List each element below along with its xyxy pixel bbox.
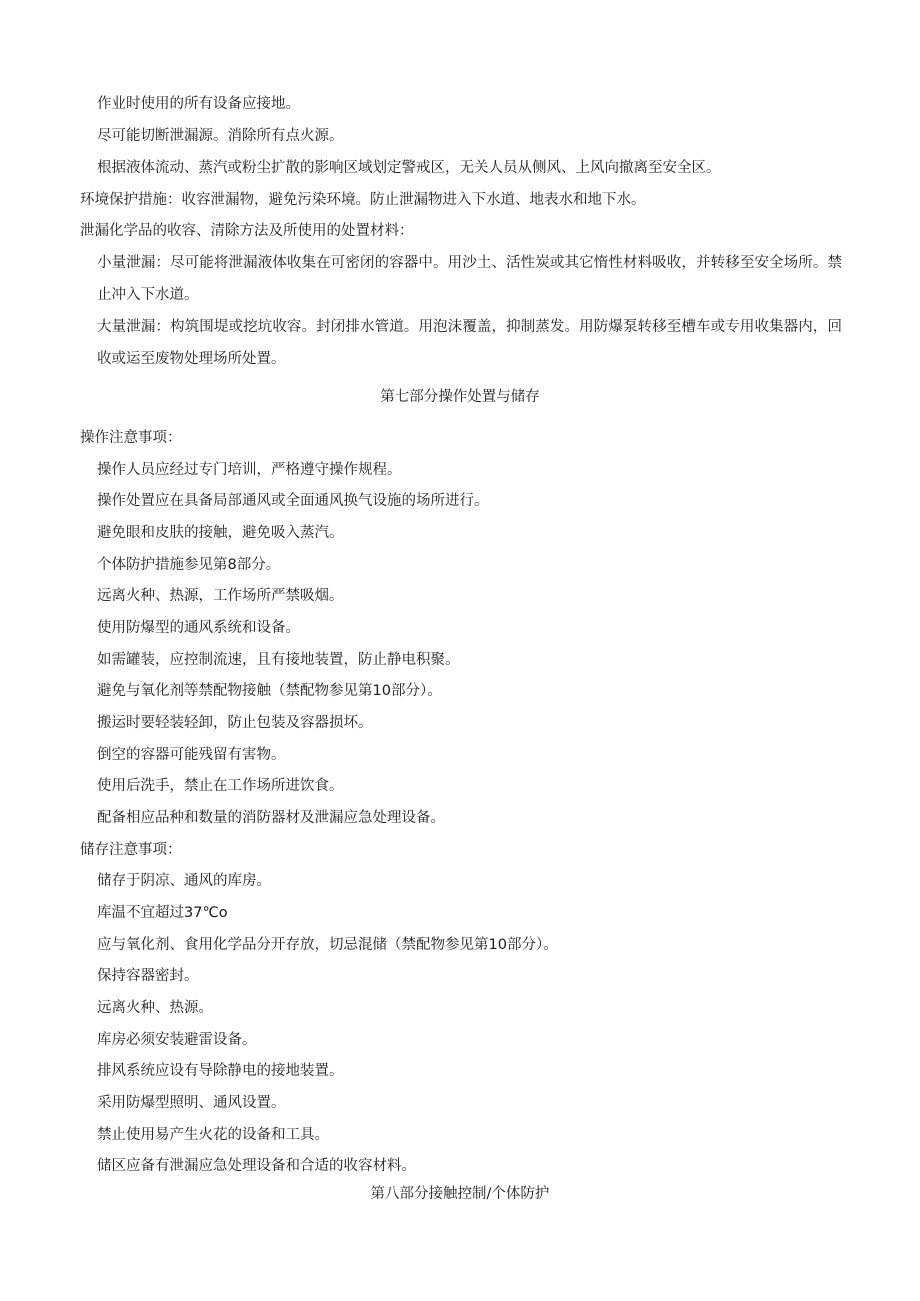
section-7-title: 第七部分操作处置与储存 [380,389,540,405]
operation-item: 使用后洗手，禁止在工作场所进饮食。 [97,778,344,794]
operation-item: 个体防护措施参见第8部分。 [97,557,281,573]
operation-item: 倒空的容器可能残留有害物。 [97,747,286,763]
paragraph-line: 作业时使用的所有设备应接地。 [97,96,300,112]
paragraph-line: 泄漏化学品的收容、清除方法及所使用的处置材料： [80,223,414,239]
large-spill-paragraph: 大量泄漏：构筑围堤或挖坑收容。封闭排水管道。用泡沫覆盖，抑制蒸发。用防爆泵转移至槽车或专用收集器内，回收或运至废物处理场所处置。 [97,319,842,367]
storage-item: 应与氧化剂、食用化学品分开存放，切忌混储（禁配物参见第10部分）。 [97,937,558,953]
operation-item: 如需罐装，应控制流速，且有接地装置，防止静电积聚。 [97,652,460,668]
storage-heading: 储存注意事项： [80,842,182,858]
section-8-title: 第八部分接触控制/个体防护 [370,1186,550,1202]
operation-item: 避免眼和皮肤的接触，避免吸入蒸汽。 [97,525,344,541]
storage-item: 库房必须安装避雷设备。 [97,1032,257,1048]
operation-item: 远离火种、热源，工作场所严禁吸烟。 [97,588,344,604]
operation-item: 搬运时要轻装轻卸，防止包装及容器损坏。 [97,715,373,731]
paragraph-line: 根据液体流动、蒸汽或粉尘扩散的影响区域划定警戒区，无关人员从侧风、上风向撤离至安全区。 [97,160,721,176]
paragraph-line: 环境保护措施：收容泄漏物，避免污染环境。防止泄漏物进入下水道、地表水和地下水。 [80,192,646,208]
paragraph-line: 尽可能切断泄漏源。消除所有点火源。 [97,128,344,144]
storage-item: 远离火种、热源。 [97,1000,213,1016]
operation-item: 配备相应品种和数量的消防器材及泄漏应急处理设备。 [97,810,445,826]
storage-item: 禁止使用易产生火花的设备和工具。 [97,1127,329,1143]
operation-item: 使用防爆型的通风系统和设备。 [97,620,300,636]
storage-item: 排风系统应设有导除静电的接地装置。 [97,1063,344,1079]
storage-item: 储存于阴凉、通风的库房。 [97,873,271,889]
storage-item: 采用防爆型照明、通风设置。 [97,1095,286,1111]
storage-item: 储区应备有泄漏应急处理设备和合适的收容材料。 [97,1158,416,1174]
storage-item: 保持容器密封。 [97,968,199,984]
storage-item: 库温不宜超过37℃o [97,905,228,921]
operation-item: 操作处置应在具备局部通风或全面通风换气设施的场所进行。 [97,493,489,509]
operation-heading: 操作注意事项： [80,430,182,446]
small-spill-paragraph: 小量泄漏：尽可能将泄漏液体收集在可密闭的容器中。用沙土、活性炭或其它惰性材料吸收，并转移至安全场所。禁止冲入下水道。 [97,255,842,303]
operation-item: 操作人员应经过专门培训，严格遵守操作规程。 [97,462,402,478]
operation-item: 避免与氧化剂等禁配物接触（禁配物参见第10部分）。 [97,683,442,699]
